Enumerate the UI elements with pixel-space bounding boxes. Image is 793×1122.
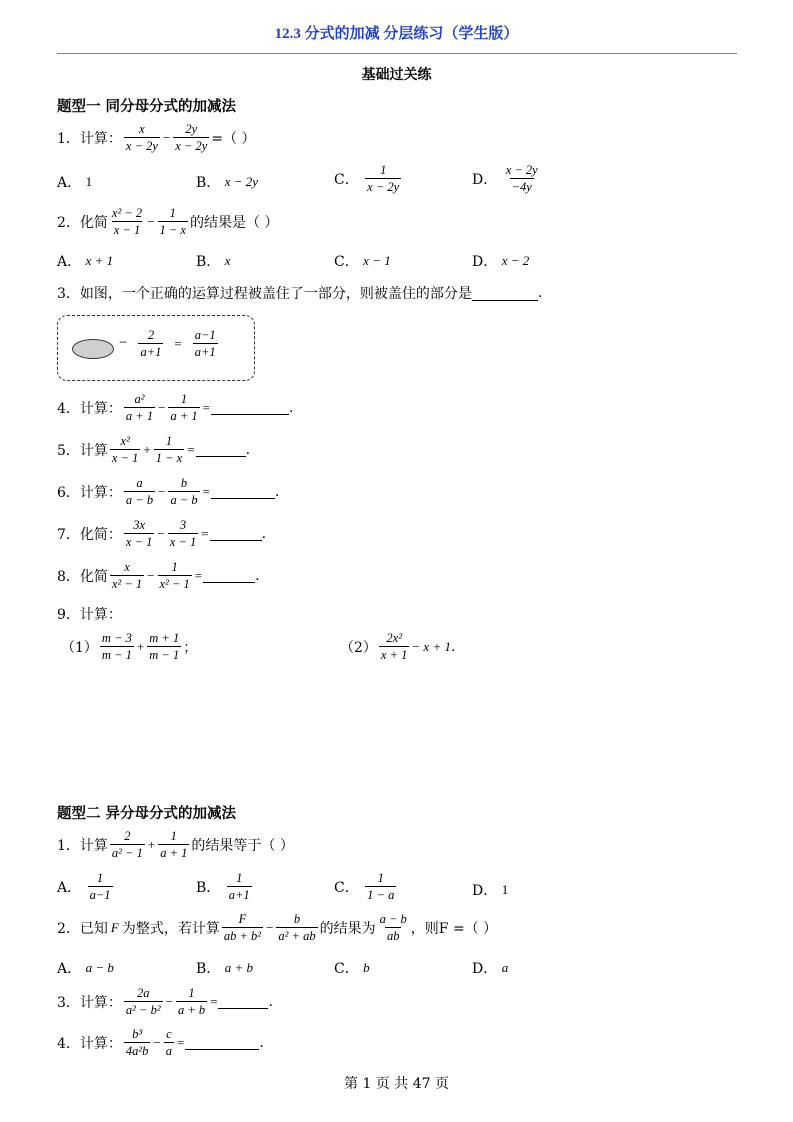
fraction: $\frac{2}{\text{a² − 1}}$ [111, 829, 143, 861]
q-tail: =（ ） [211, 130, 256, 147]
t1-q6 [57, 476, 279, 508]
fraction: $\frac{2y}{x - 2y}$ [175, 122, 208, 154]
equals: = [210, 993, 218, 1009]
t1-q1 [57, 122, 256, 154]
equals: = [194, 567, 203, 583]
q-text: 如图，一个正确的运算过程被盖住了一部分，则被盖住的部分是 [79, 286, 472, 302]
t1-q2-option-d[interactable]: D． x − 2 [472, 253, 530, 270]
t1-q1-option-b[interactable]: B． x − 2y [196, 174, 259, 191]
t2-q1 [57, 829, 294, 861]
var-f: F [110, 919, 119, 935]
q-tail: F =（ ） [438, 920, 498, 937]
operator: − [147, 213, 155, 229]
q-tail: . [288, 399, 294, 416]
fraction: $\frac{F}{\text{ab + b²}}$ [223, 912, 262, 944]
equals: = [202, 399, 210, 415]
q-number: 1． [57, 837, 80, 854]
t2-q2 [57, 912, 497, 944]
q-number: 3． [57, 286, 80, 302]
q-text: 化简： [79, 526, 122, 543]
t2-q3 [57, 986, 273, 1018]
covered-expression-box [57, 315, 255, 381]
operator: − [158, 483, 166, 499]
t1-q8 [57, 560, 260, 592]
fraction: $\frac{\text{b³}}{\text{4a²b}}$ [125, 1027, 149, 1059]
fraction: $\frac{x}{\text{x² − 1}}$ [111, 560, 143, 592]
t1-q1-option-a[interactable]: A． 1 [57, 174, 93, 191]
q-tail: . [245, 441, 251, 458]
q-tail: 的结果是（ ） [189, 214, 279, 231]
fraction: $\frac{1}{a + 1}$ [160, 829, 188, 861]
t1-q9 [57, 604, 122, 624]
t1-q9-part1: （1） $\frac{m - 3}{m - 1}$ + $\frac{m + 1}{m - 1}$ ； [61, 631, 198, 663]
t1-q2 [57, 206, 278, 238]
q-text: 的结果为 [319, 920, 376, 937]
cover-ellipse-shape [72, 339, 114, 359]
t2-q2-option-b[interactable]: B． a + b [196, 960, 254, 977]
operator: − [157, 525, 165, 541]
page-footer: 第 1 页 共 47 页 [344, 1076, 449, 1092]
q-text: 为整式，若计算 [121, 920, 220, 937]
fraction: $\frac{1}{1 - x}$ [155, 434, 183, 466]
q-text: 化简 [79, 568, 108, 585]
t1-q1-option-d[interactable]: D． $\frac{x - 2y}{-4y}$ [472, 163, 538, 195]
page-header-title: 12.3 分式的加减 分层练习（学生版） [274, 26, 519, 42]
q-number: 1． [57, 130, 80, 147]
q-tail: . [259, 1034, 264, 1051]
fraction: $\frac{3x}{x - 1}$ [125, 518, 153, 550]
fraction: $\frac{1}{a + 1}$ [170, 392, 198, 424]
answer-blank[interactable] [211, 400, 289, 415]
answer-blank[interactable] [472, 286, 538, 301]
q-number: 2． [57, 214, 80, 231]
fraction: $\frac{\text{a²}}{a + 1}$ [125, 392, 154, 424]
q-number: 3． [57, 994, 80, 1011]
t2-q1-option-a[interactable]: A． $\frac{1}{a-1}$ [57, 871, 111, 903]
operator: − [158, 399, 166, 415]
q-text: 计算： [79, 400, 122, 417]
q-text: 计算： [79, 130, 122, 147]
t2-q2-option-d[interactable]: D． a [472, 960, 509, 977]
q-tail: . [268, 993, 273, 1010]
operator: − [162, 129, 171, 145]
q-number: 6． [57, 484, 80, 501]
t2-q4 [57, 1027, 264, 1059]
t1-q7 [57, 518, 266, 550]
t1-q9-part2: （2） $\frac{\text{2x²}}{x + 1}$ − x + 1 . [340, 631, 456, 663]
fraction: $\frac{1}{1 - x}$ [159, 206, 186, 238]
q-text: 计算： [79, 484, 122, 501]
q-tail: 的结果等于（ ） [191, 837, 294, 854]
fraction: $\frac{a}{a - b}$ [125, 476, 154, 508]
t2-q1-option-c[interactable]: C． $\frac{1}{1 - a}$ [334, 871, 395, 903]
answer-blank[interactable] [196, 442, 246, 457]
t2-q1-option-b[interactable]: B． $\frac{1}{a+1}$ [196, 871, 250, 903]
box-expression: − $\frac{2}{a+1}$ = $\frac{a-1}{a+1}$ [119, 328, 216, 360]
answer-blank[interactable] [203, 568, 255, 583]
answer-blank[interactable] [218, 994, 268, 1009]
fraction: $\frac{b}{\text{a² + ab}}$ [278, 912, 316, 944]
fraction: $\frac{\text{x² − 2}}{x - 1}$ [111, 206, 143, 238]
t1-q1-option-c[interactable]: C． $\frac{1}{x - 2y}$ [334, 163, 400, 195]
fraction: $\frac{b}{a - b}$ [170, 476, 198, 508]
equals: = [187, 441, 195, 457]
equals: = [202, 483, 210, 499]
fraction: $\frac{\text{x²}}{x - 1}$ [111, 434, 139, 466]
header-rule [57, 53, 737, 54]
q-tail: . [255, 567, 260, 584]
t1-q2-option-a[interactable]: A． x + 1 [57, 253, 114, 270]
fraction: $\frac{c}{a}$ [165, 1027, 173, 1059]
operator: − [153, 1034, 161, 1050]
operator: − [165, 993, 173, 1009]
type2-heading: 题型二 异分母分式的加减法 [57, 805, 237, 822]
q-text: ，则 [410, 920, 439, 937]
q-number: 9． [57, 607, 80, 623]
q-text: 化简 [79, 214, 108, 231]
t2-q2-option-c[interactable]: C． b [334, 960, 370, 977]
section-title: 基础过关练 [361, 67, 432, 83]
t1-q2-option-b[interactable]: B． x [196, 253, 231, 270]
t2-q1-option-d[interactable]: D． 1 [472, 882, 509, 899]
operator: + [143, 441, 151, 457]
t1-q3 [57, 283, 542, 303]
fraction: $\frac{1}{\text{x² − 1}}$ [159, 560, 190, 592]
t1-q5 [57, 434, 250, 466]
q-text: 计算 [79, 837, 108, 854]
q-number: 7． [57, 526, 80, 543]
type1-heading: 题型一 同分母分式的加减法 [57, 98, 237, 115]
operator: − [266, 919, 274, 935]
q-text: 已知 [79, 920, 108, 937]
operator: − [147, 567, 155, 583]
q-text: 计算： [79, 607, 122, 623]
q-tail: . [537, 285, 543, 301]
q-tail: . [261, 525, 267, 542]
answer-blank[interactable] [185, 1035, 259, 1050]
q-text: 计算 [79, 442, 108, 459]
q-number: 4． [57, 400, 80, 417]
fraction: $\frac{x}{x - 2y}$ [125, 122, 158, 154]
answer-blank[interactable] [210, 526, 262, 541]
answer-blank[interactable] [211, 484, 275, 499]
fraction: $\frac{2a}{\text{a² − b²}}$ [125, 986, 161, 1018]
part-label: （2） [340, 639, 377, 656]
operator: + [147, 836, 156, 852]
q-text: 计算： [79, 1035, 122, 1052]
equals: = [177, 1034, 185, 1050]
q-number: 2． [57, 920, 80, 937]
q-number: 8． [57, 568, 80, 585]
q-number: 4． [57, 1035, 80, 1052]
t1-q2-option-c[interactable]: C． x − 1 [334, 253, 391, 270]
equals: = [201, 525, 209, 541]
q-text: 计算： [79, 994, 122, 1011]
fraction: $\frac{1}{a + b}$ [177, 986, 206, 1018]
t1-q4 [57, 392, 293, 424]
t2-q2-option-a[interactable]: A． a − b [57, 960, 114, 977]
fraction: $\frac{a - b}{ab}$ [379, 912, 407, 944]
part-label: （1） [61, 639, 98, 656]
q-tail: . [274, 483, 280, 500]
q-number: 5． [57, 442, 80, 459]
fraction: $\frac{3}{x - 1}$ [169, 518, 197, 550]
